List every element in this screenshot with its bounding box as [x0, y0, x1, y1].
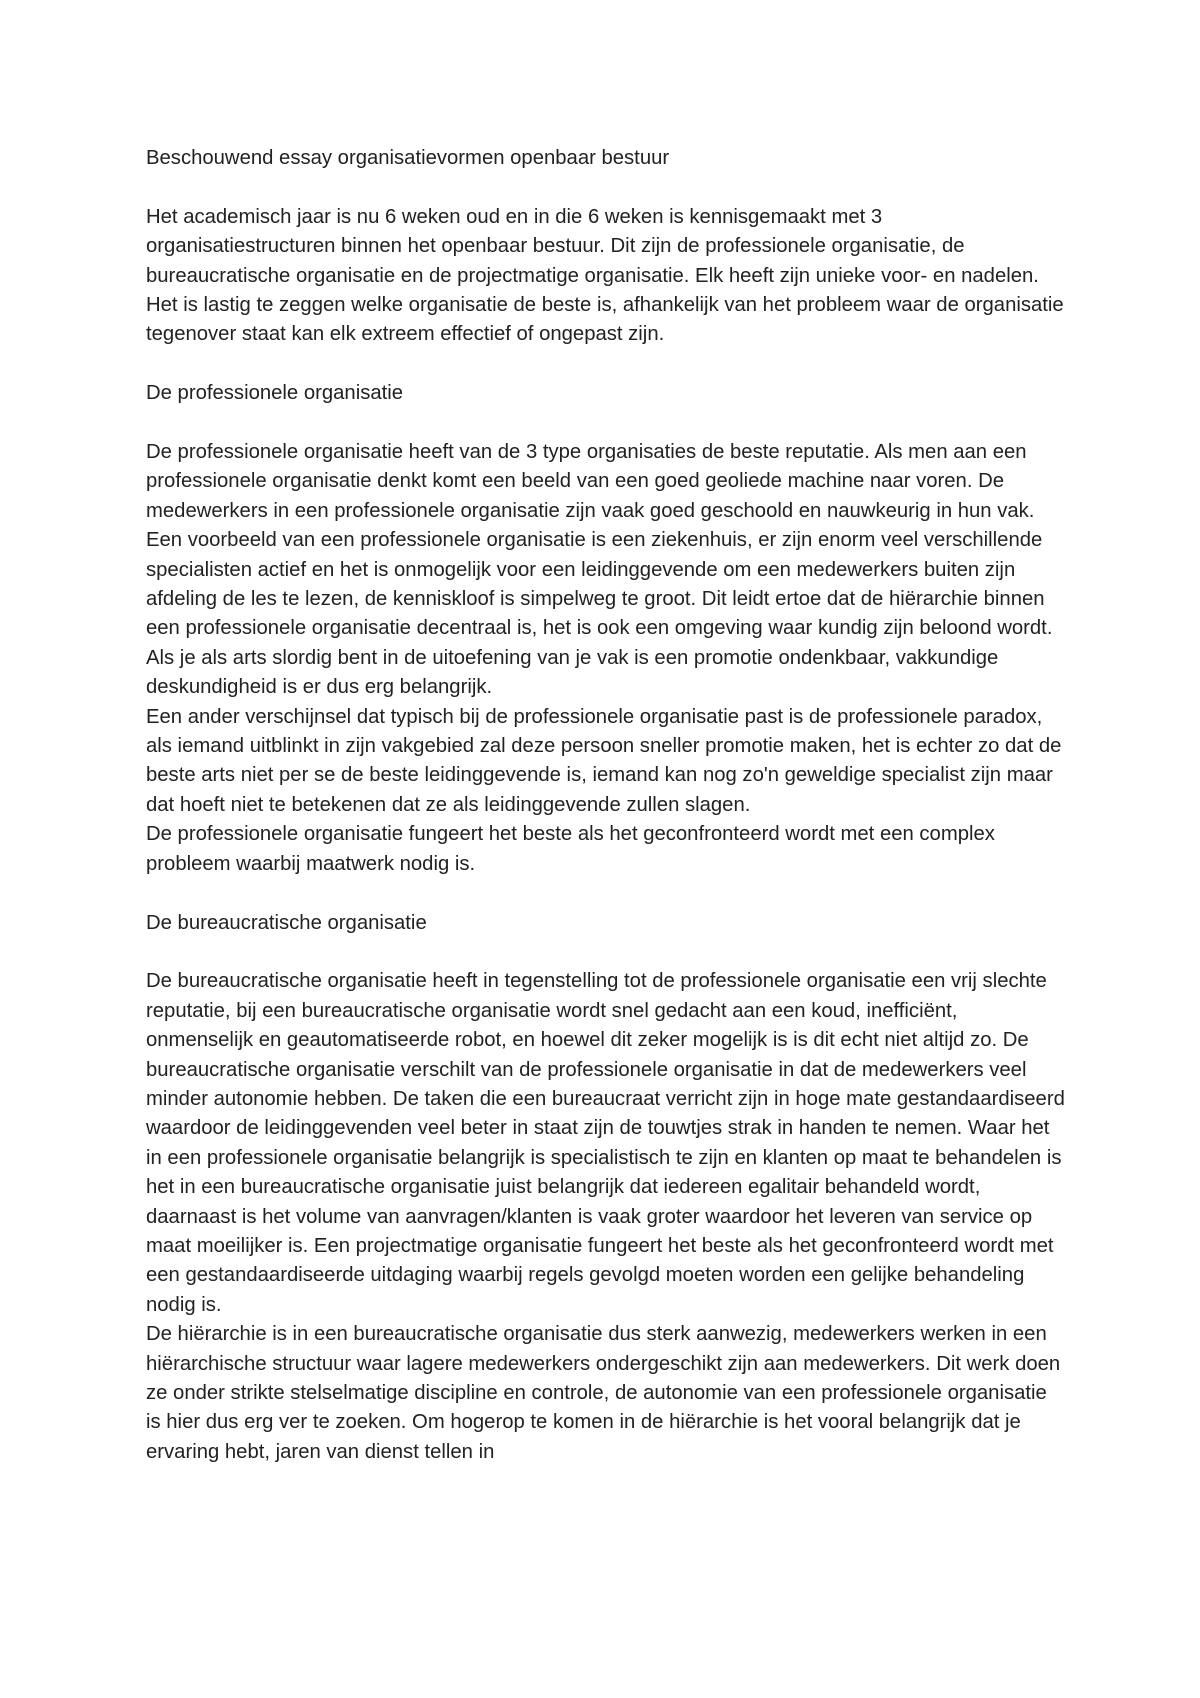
intro-paragraph: Het academisch jaar is nu 6 weken oud en in die 6 weken is kennisgemaakt met 3 organisatiestructuren binnen het openbaar bestuur. Dit zijn de professionele organisatie, de bureaucratische organisatie en de projectmatige organisatie. Elk heeft zijn unieke voor- en nadelen. Het is lastig te zeggen welke organisatie de beste is, afhankelijk van het probleem waar de organisatie tegenover staat kan elk extreem effectief of ongepast zijn.: [146, 205, 1064, 346]
spacer: [146, 938, 1066, 967]
paragraph: Een ander verschijnsel dat typisch bij de professionele organisatie past is de professionele paradox, als iemand uitblinkt in zijn vakgebied zal deze persoon sneller promotie maken, het is echter zo dat de beste arts niet per se de beste leidinggevende is, iemand kan nog zo'n geweldige specialist zijn maar dat hoeft niet te betekenen dat ze als leidinggevende zullen slagen.: [146, 705, 1062, 816]
spacer: [146, 350, 1066, 379]
section-heading-bureaucratische: De bureaucratische organisatie: [146, 911, 427, 934]
spacer: [146, 173, 1066, 202]
document-title: Beschouwend essay organisatievormen openbaar bestuur: [146, 147, 670, 169]
document-body: [146, 144, 1066, 1467]
spacer: [146, 879, 1066, 908]
spacer: [146, 409, 1066, 438]
paragraph: De professionele organisatie heeft van de 3 type organisaties de beste reputatie. Als men aan een professionele organisatie denkt komt een beeld van een goed geoliede machine naar voren. De medewerkers in een professionele organisatie zijn vaak goed geschoold en nauwkeurig in hun vak. Een voorbeeld van een professionele organisatie is een ziekenhuis, er zijn enorm veel verschillende specialisten actief en het is onmogelijk voor een leidinggevende om een medewerkers buiten zijn afdeling de les te lezen, de kenniskloof is simpelweg te groot. Dit leidt ertoe dat de hiërarchie binnen een professionele organisatie decentraal is, het is ook een omgeving waar kundig zijn beloond wordt. Als je als arts slordig bent in de uitoefening van je vak is een promotie ondenkbaar, vakkundige deskundigheid is er dus erg belangrijk.: [146, 441, 1053, 699]
paragraph: De hiërarchie is in een bureaucratische organisatie dus sterk aanwezig, medewerkers werken in een hiërarchische structuur waar lagere medewerkers ondergeschikt zijn aan medewerkers. Dit werk doen ze onder strikte stelselmatige discipline en controle, de autonomie van een professionele organisatie is hier dus erg ver te zoeken. Om hogerop te komen in de hiërarchie is het vooral belangrijk dat je ervaring hebt, jaren van dienst tellen in: [146, 1323, 1061, 1463]
section-heading-professionele: De professionele organisatie: [146, 382, 404, 405]
paragraph: De professionele organisatie fungeert het beste als het geconfronteerd wordt met een complex probleem waarbij maatwerk nodig is.: [146, 823, 995, 875]
paragraph: De bureaucratische organisatie heeft in tegenstelling tot de professionele organisatie een vrij slechte reputatie, bij een bureaucratische organisatie wordt snel gedacht aan een koud, inefficiënt, onmenselijk en geautomatiseerde robot, en hoewel dit zeker mogelijk is is dit echt niet altijd zo. De bureaucratische organisatie verschilt van de professionele organisatie in dat de medewerkers veel minder autonomie hebben. De taken die een bureaucraat verricht zijn in hoge mate gestandaardiseerd waardoor de leidinggevenden veel beter in staat zijn de touwtjes strak in handen te nemen. Waar het in een professionele organisatie belangrijk is specialistisch te zijn en klanten op maat te behandelen is het in een bureaucratische organisatie juist belangrijk dat iedereen egalitair behandeld wordt, daarnaast is het volume van aanvragen/klanten is vaak groter waardoor het leveren van service op maat moeilijker is. Een projectmatige organisatie fungeert het beste als het geconfronteerd wordt met een gestandaardiseerde uitdaging waarbij regels gevolgd moeten worden een gelijke behandeling nodig is.: [146, 970, 1065, 1316]
